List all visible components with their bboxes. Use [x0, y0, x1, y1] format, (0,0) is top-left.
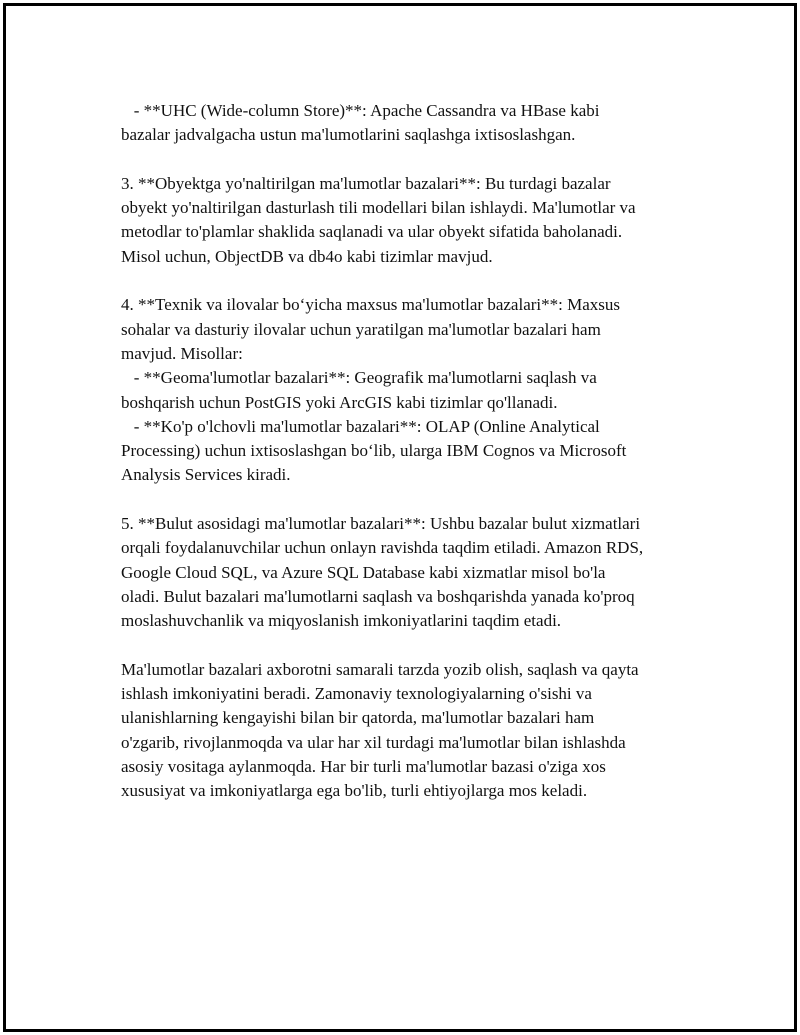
text-line: Ma'lumotlar bazalari axborotni samarali tarzda yozib olish, saqlash va qayta [121, 659, 639, 679]
paragraph-gap [121, 634, 696, 658]
document-body [121, 99, 696, 804]
paragraph-specialized [121, 293, 696, 487]
document-page [3, 3, 797, 1032]
text-line: - **UHC (Wide-column Store)**: Apache Cassandra va HBase kabi [121, 101, 600, 120]
text-line: asosiy vositaga aylanmoqda. Har bir turli ma'lumotlar bazasi o'ziga xos [121, 757, 606, 777]
text-line: metodlar to'plamlar shaklida saqlanadi va ular obyekt sifatida baholanadi. [121, 222, 623, 242]
text-line: bazalar jadvalgacha ustun ma'lumotlarini saqlashga ixtisoslashgan. [121, 125, 576, 145]
text-line: 5. **Bulut asosidagi ma'lumotlar bazalari**: Ushbu bazalar bulut xizmatlari [121, 514, 641, 534]
text-line: Misol uchun, ObjectDB va db4o kabi tizimlar mavjud. [121, 246, 493, 266]
text-line: Google Cloud SQL, va Azure SQL Database kabi xizmatlar misol bo'la [121, 562, 606, 582]
text-line: - **Ko'p o'lchovli ma'lumotlar bazalari**: OLAP (Online Analytical [121, 416, 600, 436]
text-line: 3. **Obyektga yo'naltirilgan ma'lumotlar bazalari**: Bu turdagi bazalar [121, 173, 611, 193]
paragraph-conclusion [121, 658, 696, 804]
text-line: boshqarish uchun PostGIS yoki ArcGIS kabi tizimlar qo'llanadi. [121, 392, 558, 412]
paragraph-object-oriented [121, 172, 696, 269]
text-line: sohalar va dasturiy ilovalar uchun yaratilgan ma'lumotlar bazalari ham [121, 319, 601, 339]
text-line: orqali foydalanuvchilar uchun onlayn ravishda taqdim etiladi. Amazon RDS, [121, 538, 644, 558]
paragraph-cloud [121, 512, 696, 633]
paragraph-gap [121, 148, 696, 172]
text-line: Processing) uchun ixtisoslashgan bo‘lib, ularga IBM Cognos va Microsoft [121, 441, 627, 461]
paragraph-uhc [121, 99, 696, 148]
text-line: moslashuvchanlik va miqyoslanish imkoniyatlarini taqdim etadi. [121, 611, 562, 631]
text-line: xususiyat va imkoniyatlarga ega bo'lib, turli ehtiyojlarga mos keladi. [121, 781, 588, 801]
text-line: ishlash imkoniyatini beradi. Zamonaviy texnologiyalarning o'sishi va [121, 684, 592, 704]
text-line: o'zgarib, rivojlanmoqda va ular har xil turdagi ma'lumotlar bilan ishlashda [121, 732, 626, 752]
text-line: oladi. Bulut bazalari ma'lumotlarni saqlash va boshqarishda yanada ko'proq [121, 586, 635, 606]
text-line: Analysis Services kiradi. [121, 465, 291, 485]
text-line: - **Geoma'lumotlar bazalari**: Geografik ma'lumotlarni saqlash va [121, 368, 597, 388]
text-line: obyekt yo'naltirilgan dasturlash tili modellari bilan ishlaydi. Ma'lumotlar va [121, 198, 636, 218]
text-line: mavjud. Misollar: [121, 343, 243, 363]
paragraph-gap [121, 269, 696, 293]
paragraph-gap [121, 488, 696, 512]
text-line: ulanishlarning kengayishi bilan bir qatorda, ma'lumotlar bazalari ham [121, 708, 595, 728]
text-line: 4. **Texnik va ilovalar bo‘yicha maxsus ma'lumotlar bazalari**: Maxsus [121, 295, 620, 315]
